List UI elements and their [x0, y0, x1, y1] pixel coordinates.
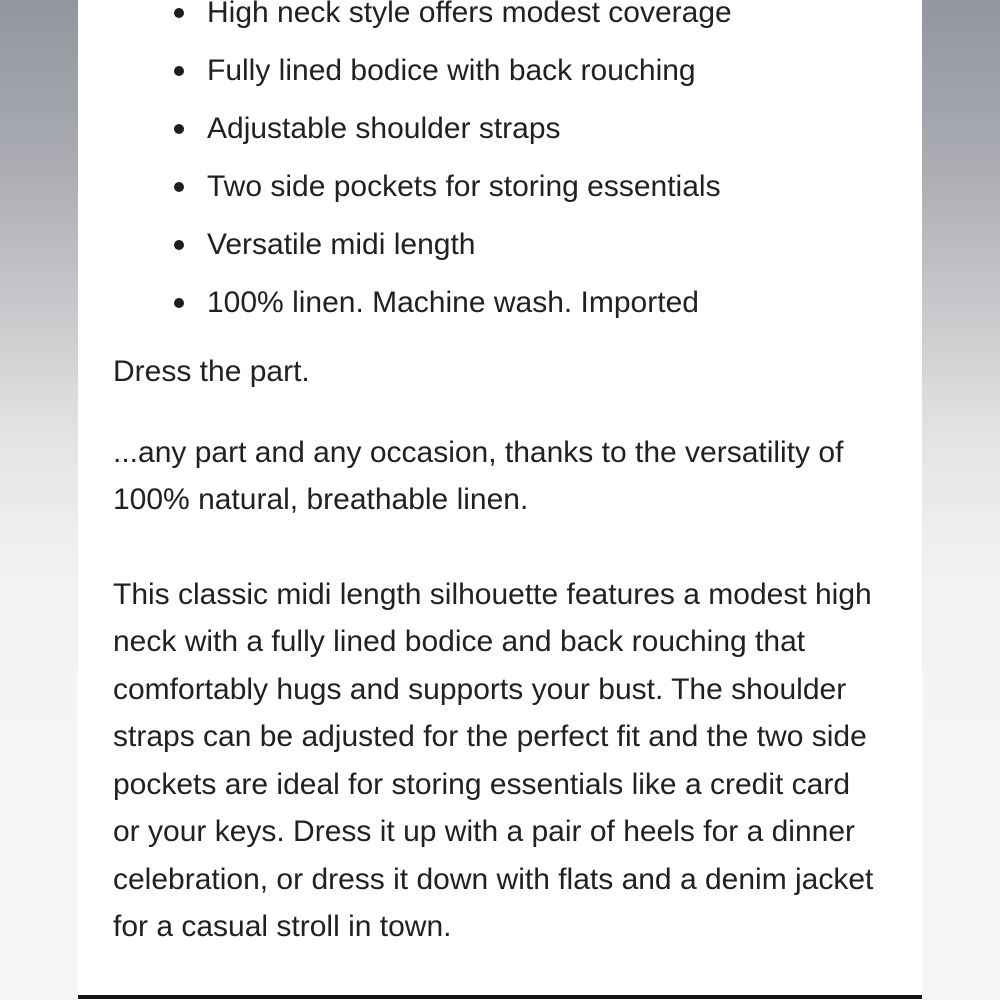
feature-list-item	[207, 284, 880, 322]
description-paragraph: ...any part and any occasion, thanks to the versatility of 100% natural, breathable linen.	[113, 435, 844, 516]
feature-list-item	[207, 110, 880, 148]
bullet-icon	[174, 66, 184, 76]
description-panel[interactable]	[78, 0, 922, 1000]
bullet-icon	[174, 240, 184, 250]
feature-list	[113, 0, 880, 322]
feature-list-item	[207, 52, 880, 90]
feature-list-item	[207, 0, 880, 32]
bullet-icon	[174, 124, 184, 134]
description-paragraph: This classic midi length silhouette features a modest high neck with a fully lined bodice and back rouching that comfortably hugs and supports your bust. The shoulder straps can be adjusted for the perfect fit and the two side pockets are ideal for storing essentials like a credit card or your keys. Dress it up with a pair of heels for a dinner celebration, or dress it down with flats and a denim jacket for a casual stroll in town.	[113, 577, 874, 943]
feature-text: Versatile midi length	[207, 228, 476, 261]
feature-text: Two side pockets for storing essentials	[207, 170, 721, 203]
bullet-icon	[174, 8, 184, 18]
feature-text: 100% linen. Machine wash. Imported	[207, 286, 699, 319]
bottom-divider	[78, 995, 922, 999]
description-text-area	[78, 0, 922, 951]
feature-text: High neck style offers modest coverage	[207, 0, 732, 29]
description-paragraph: Dress the part.	[113, 355, 310, 388]
bullet-icon	[174, 182, 184, 192]
feature-text: Fully lined bodice with back rouching	[207, 54, 696, 87]
bullet-icon	[174, 298, 184, 308]
feature-text: Adjustable shoulder straps	[207, 112, 561, 145]
description-paragraphs	[113, 348, 880, 951]
feature-list-item	[207, 168, 880, 206]
feature-list-item	[207, 226, 880, 264]
